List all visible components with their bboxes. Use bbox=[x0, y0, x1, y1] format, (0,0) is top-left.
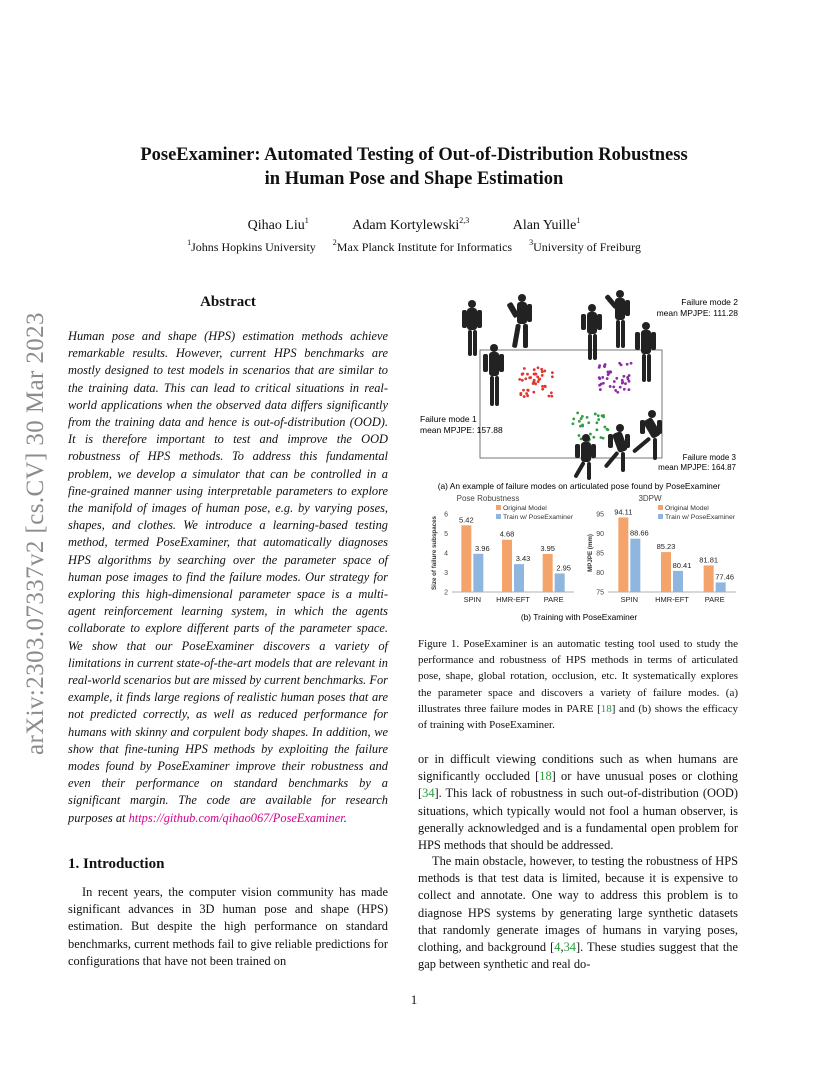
y-tick-label: 3 bbox=[444, 570, 448, 577]
affil-name: Max Planck Institute for Informatics bbox=[336, 240, 513, 254]
human-figure-fm2c bbox=[635, 322, 656, 382]
scatter-point bbox=[532, 391, 535, 394]
scatter-point bbox=[592, 436, 595, 439]
scatter-point bbox=[613, 380, 616, 383]
scatter-point bbox=[518, 378, 521, 381]
scatter-point bbox=[523, 367, 526, 370]
scatter-point bbox=[541, 388, 544, 391]
human-figure-fm2b bbox=[604, 290, 630, 348]
title-line-2: in Human Pose and Shape Estimation bbox=[264, 169, 564, 189]
scatter-point bbox=[618, 362, 621, 365]
scatter-point bbox=[537, 380, 540, 383]
failure-cluster-3 bbox=[571, 411, 609, 442]
scatter-point bbox=[598, 377, 601, 380]
bar-pare-original bbox=[543, 554, 553, 592]
scatter-point bbox=[612, 385, 615, 388]
figure-subcaption-b: (b) Training with PoseExaminer bbox=[520, 612, 638, 622]
affiliation-list bbox=[0, 240, 828, 255]
text-span: ]. This lack of robustness in such out-of-distribution (OOD) situations, which typically would not fool a human observer, is generally acknowledged and is a fundamental open problem for HPS methods that should be addressed. bbox=[418, 786, 738, 853]
scatter-point bbox=[616, 391, 619, 394]
scatter-point bbox=[628, 388, 631, 391]
legend-label: Train w/ PoseExaminer bbox=[503, 514, 574, 521]
y-tick-label: 90 bbox=[596, 531, 604, 538]
affil-sup: 1 bbox=[187, 238, 192, 247]
affil-name: Johns Hopkins University bbox=[191, 240, 316, 254]
scatter-point bbox=[548, 395, 551, 398]
chart-pose-robustness bbox=[431, 494, 574, 604]
affil-sup: 2 bbox=[332, 238, 337, 247]
scatter-point bbox=[599, 388, 602, 391]
scatter-point bbox=[606, 428, 609, 431]
scatter-point bbox=[572, 418, 575, 421]
scatter-point bbox=[601, 376, 604, 379]
bar-value-label: 4.68 bbox=[499, 529, 515, 539]
scatter-point bbox=[519, 393, 522, 396]
failure-mode-1-label: Failure mode 1 bbox=[420, 414, 477, 424]
failure-mode-2-label: Failure mode 2 bbox=[681, 297, 738, 307]
bar-spin-original bbox=[461, 525, 471, 592]
human-figure-fm1c bbox=[483, 344, 504, 406]
bar-value-label: 88.66 bbox=[629, 528, 649, 538]
page-number: 1 bbox=[410, 992, 418, 1007]
scatter-point bbox=[523, 395, 526, 398]
human-figure-fm3b bbox=[604, 424, 630, 472]
bar-spin-trained bbox=[473, 554, 483, 592]
scatter-point bbox=[541, 385, 544, 388]
scatter-point bbox=[623, 388, 626, 391]
scatter-point bbox=[606, 377, 609, 380]
y-tick-label: 5 bbox=[444, 531, 448, 538]
human-figure-fm1b bbox=[506, 294, 532, 348]
author-sup: 1 bbox=[304, 216, 309, 225]
scatter-point bbox=[537, 366, 540, 369]
paper-title bbox=[0, 143, 828, 191]
arxiv-stamp: arXiv:2303.07337v2 [cs.CV] 30 Mar 2023 bbox=[22, 312, 49, 755]
scatter-point bbox=[551, 371, 554, 374]
scatter-point bbox=[607, 372, 610, 375]
bar-value-label: 94.11 bbox=[614, 507, 633, 517]
legend-label: Original Model bbox=[665, 505, 709, 512]
human-figure-fm2a bbox=[581, 304, 602, 360]
author-3 bbox=[513, 218, 581, 233]
scatter-point bbox=[602, 415, 605, 418]
scatter-point bbox=[522, 389, 525, 392]
chart-title: 3DPW bbox=[638, 494, 662, 503]
category-label: SPIN bbox=[463, 595, 482, 604]
scatter-point bbox=[630, 362, 633, 365]
scatter-point bbox=[526, 394, 529, 397]
scatter-point bbox=[538, 378, 541, 381]
y-axis-label: Size of failure subspaces bbox=[431, 516, 438, 590]
scatter-point bbox=[540, 368, 543, 371]
scatter-point bbox=[581, 415, 584, 418]
intro-heading: 1. Introduction bbox=[68, 856, 165, 872]
failure-mode-3-mpjpe: mean MPJPE: 164.87 bbox=[658, 463, 736, 472]
scatter-point bbox=[543, 370, 546, 373]
human-figure-fm3c bbox=[632, 410, 662, 460]
scatter-point bbox=[571, 422, 574, 425]
category-label: HMR-EFT bbox=[496, 595, 530, 604]
citation-link[interactable]: 34 bbox=[422, 786, 435, 801]
y-tick-label: 6 bbox=[444, 511, 448, 519]
legend-swatch bbox=[496, 505, 501, 510]
scatter-point bbox=[619, 386, 622, 389]
affiliation-1 bbox=[187, 240, 316, 254]
bar-spin-trained bbox=[630, 539, 640, 592]
scatter-point bbox=[526, 389, 529, 392]
legend-swatch bbox=[658, 505, 663, 510]
y-tick-label: 95 bbox=[596, 511, 604, 519]
scatter-point bbox=[609, 385, 612, 388]
legend-label: Original Model bbox=[503, 505, 547, 512]
scatter-point bbox=[624, 382, 627, 385]
scatter-point bbox=[600, 383, 603, 386]
bar-hmr-eft-original bbox=[661, 552, 671, 592]
affil-sup: 3 bbox=[529, 238, 534, 247]
author-sup: 1 bbox=[576, 216, 581, 225]
scatter-point bbox=[614, 389, 617, 392]
title-line-1: PoseExaminer: Automated Testing of Out-of-Distribution Robustness bbox=[140, 145, 688, 165]
code-link[interactable]: https://github.com/qihao067/PoseExaminer bbox=[128, 810, 344, 825]
scatter-point bbox=[534, 373, 537, 376]
scatter-point bbox=[623, 375, 626, 378]
bar-value-label: 3.95 bbox=[540, 543, 555, 553]
author-sup: 2,3 bbox=[459, 216, 470, 225]
failure-cluster-2 bbox=[598, 362, 633, 394]
bar-spin-original bbox=[618, 517, 628, 592]
bar-value-label: 3.96 bbox=[475, 543, 490, 553]
scatter-point bbox=[603, 365, 606, 368]
category-label: SPIN bbox=[620, 595, 639, 604]
figure-caption bbox=[418, 636, 738, 733]
bar-value-label: 80.41 bbox=[672, 560, 692, 570]
bar-value-label: 85.23 bbox=[656, 542, 676, 552]
citation-link[interactable]: 18 bbox=[539, 769, 552, 784]
author-name: Adam Kortylewski bbox=[352, 218, 460, 233]
scatter-point bbox=[600, 436, 603, 439]
scatter-point bbox=[621, 382, 624, 385]
citation-link[interactable]: 18 bbox=[600, 702, 612, 715]
bar-hmr-eft-original bbox=[502, 540, 512, 592]
scatter-point bbox=[598, 364, 601, 367]
author-2 bbox=[352, 218, 469, 233]
legend-label: Train w/ PoseExaminer bbox=[665, 514, 736, 521]
abstract-heading: Abstract bbox=[200, 294, 256, 310]
latent-space-box bbox=[480, 350, 662, 458]
y-tick-label: 2 bbox=[444, 589, 448, 597]
scatter-point bbox=[576, 411, 579, 414]
scatter-point bbox=[587, 421, 590, 424]
scatter-point bbox=[579, 425, 582, 428]
y-tick-label: 85 bbox=[596, 550, 604, 558]
bar-pare-trained bbox=[555, 573, 565, 592]
scatter-point bbox=[541, 370, 544, 373]
scatter-point bbox=[526, 373, 529, 376]
bar-pare-original bbox=[704, 565, 714, 592]
scatter-point bbox=[541, 374, 544, 377]
right-paragraph-2 bbox=[418, 853, 738, 973]
scatter-point bbox=[578, 434, 581, 437]
human-figure-fm3a bbox=[573, 434, 596, 480]
caption-text-b: ] and (b) shows the efficacy of training with PoseExaminer. bbox=[418, 702, 738, 732]
bar-value-label: 2.95 bbox=[556, 563, 571, 573]
scatter-point bbox=[594, 413, 597, 416]
scatter-point bbox=[578, 420, 581, 423]
bar-value-label: 5.42 bbox=[459, 515, 474, 525]
scatter-point bbox=[597, 418, 600, 421]
y-tick-label: 4 bbox=[444, 550, 448, 558]
abstract-text: Human pose and shape (HPS) estimation methods achieve remarkable results. However, current HPS benchmarks are mostly designed to test models in scenarios that are similar to the training data. This can lead to critical situations in real-world applications when the observed data differs significantly from the training data and hence is out-of-distribution (OOD). It is therefore important to test and improve the OOD robustness of HPS methods. To address this fundamental problem, we develop a simulator that can be controlled in a fine-grained manner using interpretable parameters to explore the manifold of images of human pose, e.g. by varying poses, shapes, and clothes. We introduce a learning-based testing method, termed PoseExaminer, that automatically diagnoses HPS algorithms by searching over the parameter space of human pose images to find the failure modes. Our strategy for exploring this high-dimensional parameter space is a multi-agent reinforcement learning system, in which the agents collaborate to explore different parts of the parameter space. We show that our PoseExaminer discovers a variety of limitations in current state-of-the-art models that are relevant in real-world scenarios but are missed by current benchmarks. For example, it finds large regions of realistic human poses that are not predicted correctly, as well as reduced performance for humans with skinny and corpulent body shapes. In addition, we show that fine-tuning HPS methods by exploiting the failure modes found by PoseExaminer improve their robustness and even their performance on standard benchmarks by a significant margin. The code are available for research purposes at bbox=[68, 329, 388, 825]
citation-link[interactable]: 34 bbox=[563, 940, 576, 955]
chart-title: Pose Robustness bbox=[456, 494, 520, 503]
text-span: ] or have unusual poses or clothing [ bbox=[418, 769, 738, 801]
y-axis-label: MPJPE (mm) bbox=[587, 534, 594, 572]
scatter-point bbox=[603, 426, 606, 429]
bar-value-label: 77.46 bbox=[715, 572, 735, 582]
scatter-point bbox=[550, 391, 553, 394]
text-span: The main obstacle, however, to testing the robustness of HPS methods is that test data is limited, because it is expensive to collect and annotate. One way to address this problem is to diagnose HPS systems by generating large synthetic datasets that randomly generate images of humans in varying poses, clothing, and background [ bbox=[418, 854, 738, 955]
intro-paragraph: In recent years, the computer vision community has made significant advances in 3D human pose and shape (HPS) estimation. But despite the high performance on standard benchmarks, current methods fail to give reliable predictions for configurations that have not been trained on bbox=[68, 885, 388, 968]
scatter-point bbox=[521, 372, 524, 375]
legend-swatch bbox=[496, 514, 501, 519]
caption-text-a: Figure 1. PoseExaminer is an automatic testing tool used to study the performance and robustness of HPS methods in terms of articulated pose, shape, global rotation, occlusion, etc. It systematically explores the parameter space and discovers a variety of failure modes. (a) illustrates three failure modes in PARE [ bbox=[418, 638, 738, 715]
author-name: Alan Yuille bbox=[512, 218, 577, 233]
failure-mode-2-mpjpe: mean MPJPE: 111.28 bbox=[656, 308, 738, 318]
scatter-point bbox=[521, 379, 524, 382]
bar-value-label: 3.43 bbox=[515, 554, 531, 564]
author-name: Qihao Liu bbox=[247, 218, 305, 233]
author-1 bbox=[248, 218, 309, 233]
failure-mode-1-mpjpe: mean MPJPE: 157.88 bbox=[420, 425, 503, 435]
bar-value-label: 81.81 bbox=[699, 555, 719, 565]
y-tick-label: 80 bbox=[596, 570, 604, 577]
scatter-point bbox=[551, 375, 554, 378]
scatter-point bbox=[595, 421, 598, 424]
bar-hmr-eft-trained bbox=[673, 571, 683, 592]
failure-cluster-1 bbox=[518, 366, 553, 398]
bar-pare-trained bbox=[716, 582, 726, 592]
scatter-point bbox=[595, 428, 598, 431]
failure-mode-3-label: Failure mode 3 bbox=[682, 453, 736, 462]
scatter-point bbox=[544, 385, 547, 388]
category-label: PARE bbox=[704, 595, 725, 604]
affiliation-3 bbox=[529, 240, 641, 254]
scatter-point bbox=[524, 377, 527, 380]
scatter-point bbox=[586, 416, 589, 419]
category-label: HMR-EFT bbox=[655, 595, 689, 604]
affiliation-2 bbox=[333, 240, 512, 254]
scatter-point bbox=[597, 414, 600, 417]
legend-swatch bbox=[658, 514, 663, 519]
scatter-point bbox=[626, 376, 629, 379]
scatter-point bbox=[615, 377, 618, 380]
author-list bbox=[0, 218, 828, 234]
scatter-point bbox=[528, 376, 531, 379]
scatter-point bbox=[589, 433, 592, 436]
bar-hmr-eft-trained bbox=[514, 564, 524, 592]
affil-name: University of Freiburg bbox=[533, 240, 641, 254]
figure-subcaption-a: (a) An example of failure modes on articulated pose found by PoseExaminer bbox=[437, 481, 721, 491]
text-span: ]. These studies suggest that the gap between synthetic and real do- bbox=[418, 940, 738, 972]
human-figure-fm1a bbox=[462, 300, 482, 356]
abstract-body: Human pose and shape (HPS) estimation methods achieve remarkable results. However, current HPS benchmarks are mostly designed to test models in scenarios that are similar to the training data. This can lead to critical situations in real-world applications when the observed data differs significantly from the training data and hence is out-of-distribution (OOD). It is therefore important to test and improve the OOD robustness of HPS methods. To address this fundamental problem, we develop a simulator that can be controlled in a fine-grained manner using interpretable parameters to explore the manifold of images of human pose, e.g. by varying poses, shapes, and clothes. We introduce a learning-based testing method, termed PoseExaminer, that automatically diagnoses HPS algorithms by searching over the parameter space of human pose images to find the failure modes. Our strategy for exploring this high-dimensional parameter space is a multi-agent reinforcement learning system, in which the agents collaborate to explore different parts of the parameter space. We show that our PoseExaminer discovers a variety of limitations in current state-of-the-art models that are relevant in real-world scenarios but are missed by current benchmarks. For example, it finds large regions of realistic human poses that are not predicted correctly, as well as reduced performance for humans with skinny and corpulent body shapes. In addition, we show that fine-tuning HPS methods by exploiting the failure modes found by PoseExaminer improve their robustness and even their performance on standard benchmarks by a significant margin. The code are available for research purposes at https://github.com/qihao067/PoseExaminer. bbox=[68, 329, 388, 825]
scatter-point bbox=[628, 380, 631, 383]
citation-link[interactable]: 4 bbox=[554, 940, 561, 955]
category-label: PARE bbox=[543, 595, 564, 604]
y-tick-label: 75 bbox=[596, 589, 604, 597]
scatter-point bbox=[536, 376, 539, 379]
text-span: or in difficult viewing conditions such as when humans are significantly occluded [ bbox=[418, 752, 738, 784]
figure-1 bbox=[418, 286, 740, 626]
scatter-point bbox=[533, 368, 536, 371]
right-paragraph-1 bbox=[418, 751, 738, 854]
figure-svg bbox=[418, 286, 740, 626]
text-span: , bbox=[560, 940, 564, 955]
scatter-point bbox=[533, 379, 536, 382]
human-figures bbox=[462, 290, 662, 480]
scatter-point bbox=[626, 363, 629, 366]
scatter-point bbox=[550, 395, 553, 398]
chart-3dpw bbox=[587, 494, 736, 604]
